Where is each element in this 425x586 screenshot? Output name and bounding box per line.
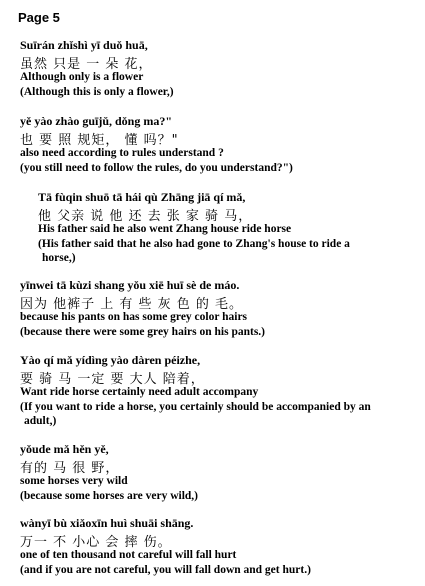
gloss-line: some horses very wild xyxy=(20,475,128,487)
hanzi-line: 万一 不 小心 会 摔 伤。 xyxy=(20,535,172,550)
translation-line: (and if you are not careful, you will fall down and get hurt.) xyxy=(20,564,311,576)
gloss-line: also need according to rules understand ? xyxy=(20,147,224,159)
translation-line: (because there were some grey hairs on his pants.) xyxy=(20,326,265,338)
hanzi-line: 要 骑 马 一定 要 大人 陪着， xyxy=(20,372,205,387)
pinyin-line: Suīrán zhǐshì yī duǒ huā, xyxy=(20,38,148,52)
translation-line: (because some horses are very wild,) xyxy=(20,490,199,502)
pinyin-line: Yào qí mǎ yídìng yào dàren péizhe, xyxy=(20,353,201,367)
pinyin-line: wànyī bù xiǎoxīn huì shuāi shāng. xyxy=(20,516,194,530)
translation-line: (Although this is only a flower,) xyxy=(20,86,174,98)
pinyin-line: Tā fùqin shuō tā hái qù Zhāng jiā qí mǎ, xyxy=(38,190,246,204)
pinyin-line: yǒude mǎ hěn yě, xyxy=(20,442,109,456)
translation-line: (If you want to ride a horse, you certainly should be accompanied by an xyxy=(20,401,371,413)
gloss-line: because his pants on has some grey color hairs xyxy=(20,311,248,323)
translation-line: adult,) xyxy=(24,415,57,427)
hanzi-line: 虽然 只是 一 朵 花， xyxy=(20,57,153,72)
pinyin-line: yīnwei tā kùzi shang yǒu xiē huī sè de máo. xyxy=(20,278,240,292)
hanzi-line: 有的 马 很 野， xyxy=(20,461,120,476)
pinyin-line: yě yào zhào guījǔ, dǒng ma?" xyxy=(20,114,173,128)
gloss-line: Want ride horse certainly need adult accompany xyxy=(20,386,259,398)
hanzi-line: 因为 他裤子 上 有 些 灰 色 的 毛。 xyxy=(20,297,244,312)
translation-line: horse,) xyxy=(42,252,76,264)
page-label: Page 5 xyxy=(18,10,60,25)
translation-line: (you still need to follow the rules, do you understand?") xyxy=(20,162,293,174)
gloss-line: His father said he also went Zhang house ride horse xyxy=(38,223,292,235)
hanzi-line: 他 父亲 说 他 还 去 张 家 骑 马， xyxy=(38,209,253,224)
gloss-line: Although only is a flower xyxy=(20,71,144,83)
translation-line: (His father said that he also had gone to Zhang's house to ride a xyxy=(38,238,350,250)
hanzi-line: 也 要 照 规矩， 懂 吗？" xyxy=(20,133,179,148)
gloss-line: one of ten thousand not careful will fall hurt xyxy=(20,549,237,561)
